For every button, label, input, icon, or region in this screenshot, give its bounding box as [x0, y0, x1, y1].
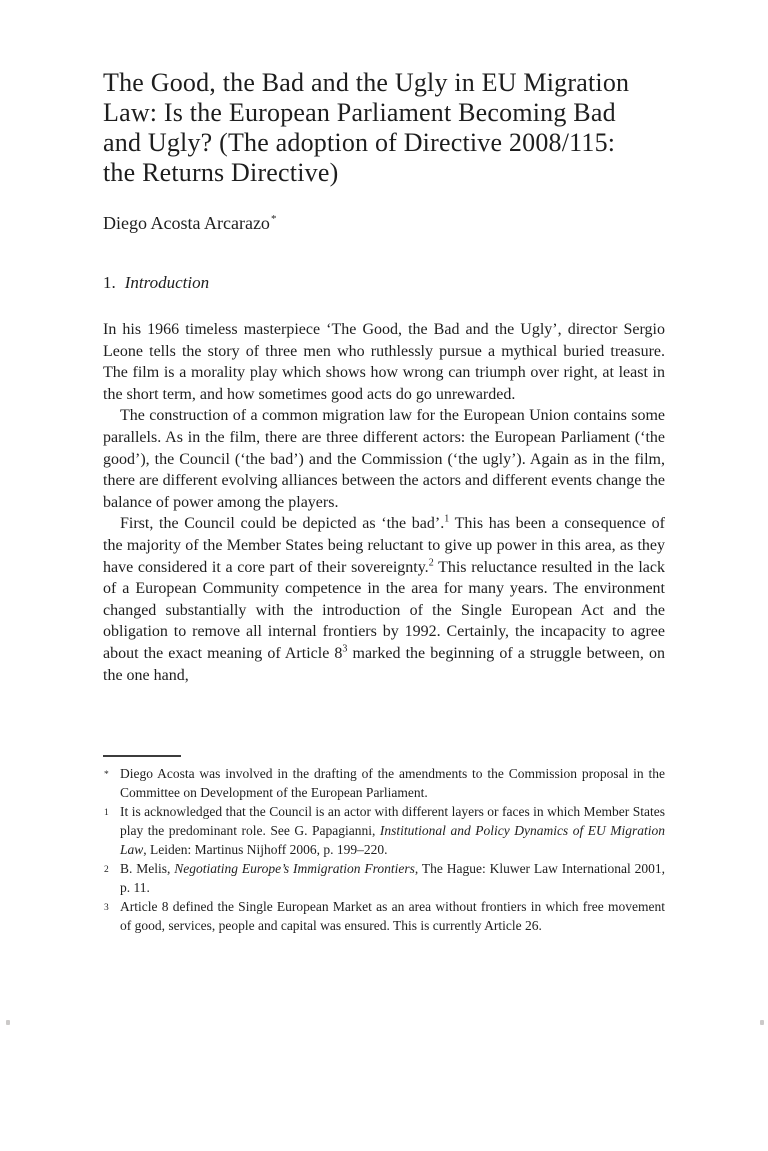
body-paragraph: [103, 405, 665, 513]
text-run: First, the Council could be depicted as ‘the bad’.: [120, 515, 445, 533]
text-run: , Leiden: Martinus Nijhoff 2006, p. 199–220.: [143, 842, 388, 857]
footnotes-block: [103, 764, 665, 935]
text-run: This reluctance resulted in the lack of a European Community competence in the area for many years. The environment changed substantially with the introduction of the Single European Act and the obligation to remove all internal frontiers by 1992. Certainly, the incapacity to agree about the exact meaning of Article 8: [103, 558, 665, 662]
text-run: , The Hague: Kluwer Law International 2001, p. 11.: [120, 861, 665, 895]
footnote: [103, 897, 665, 935]
body-paragraph: [103, 513, 665, 686]
text-run: marked the beginning of a struggle between, on the one hand,: [103, 644, 665, 684]
title-line: and Ugly? (The adoption of Directive 2008/115:: [103, 128, 616, 157]
section-title: Introduction: [124, 273, 210, 292]
title-line: The Good, the Bad and the Ugly in EU Migration: [103, 68, 630, 97]
italic-text: Negotiating Europe’s Immigration Frontiers: [174, 861, 415, 876]
footnote-marker: 1: [104, 808, 109, 818]
text-run: The construction of a common migration law for the European Union contains some parallels. As in the film, there are three different actors: the European Parliament (‘the good’), the Council (‘the bad’) and the Commission (‘the ugly’). Again as in the film, there are different evolving alliances between the actors and different events change the balance of power among the players.: [103, 407, 665, 511]
footnote: [103, 764, 665, 802]
text-run: This has been a consequence of the majority of the Member States being reluctant to give up power in this area, as they have considered it a core part of their sovereignty.: [103, 515, 666, 576]
body-paragraph: [103, 319, 665, 405]
footnote-marker: 2: [104, 865, 109, 875]
author-footnote-marker: *: [270, 213, 277, 225]
scan-artifact-right: [760, 1020, 764, 1025]
author-line: [103, 208, 276, 234]
author-name: Diego Acosta Arcarazo: [103, 213, 270, 233]
section-heading: [103, 272, 209, 293]
text-run: It is acknowledged that the Council is an actor with different layers or faces in which Member States play the predominant role. See G. Papagianni,: [120, 804, 665, 838]
footnote-reference: 2: [428, 557, 434, 569]
article-title: [103, 68, 629, 188]
footnote: [103, 859, 665, 897]
footnote-separator-rule: [103, 755, 181, 757]
footnote-reference: 3: [342, 643, 348, 655]
text-run: B. Melis,: [120, 861, 175, 876]
footnote-marker: *: [104, 770, 109, 780]
page-content: [103, 0, 665, 1151]
scan-artifact-left: [6, 1020, 10, 1025]
italic-text: Institutional and Policy Dynamics of EU Migration Law: [120, 823, 665, 857]
title-line: Law: Is the European Parliament Becoming Bad: [103, 98, 616, 127]
section-number: 1.: [103, 273, 116, 292]
text-run: Article 8 defined the Single European Market as an area without frontiers in which free movement of good, services, people and capital was ensured. This is currently Article 26.: [120, 899, 665, 933]
footnote-marker: 3: [104, 903, 109, 913]
text-run: In his 1966 timeless masterpiece ‘The Good, the Bad and the Ugly’, director Sergio Leone tells the story of three men who ruthlessly pursue a mythical buried treasure. The film is a morality play which shows how wrong can triumph over right, at least in the short term, and how sometimes good acts do go unrewarded.: [103, 321, 665, 403]
body-text: [103, 319, 665, 686]
text-run: Diego Acosta was involved in the drafting of the amendments to the Commission proposal in the Committee on Development of the European Parliament.: [120, 766, 665, 800]
footnote-reference: 1: [444, 514, 450, 526]
footnote: [103, 802, 665, 859]
title-line: the Returns Directive): [103, 158, 339, 187]
